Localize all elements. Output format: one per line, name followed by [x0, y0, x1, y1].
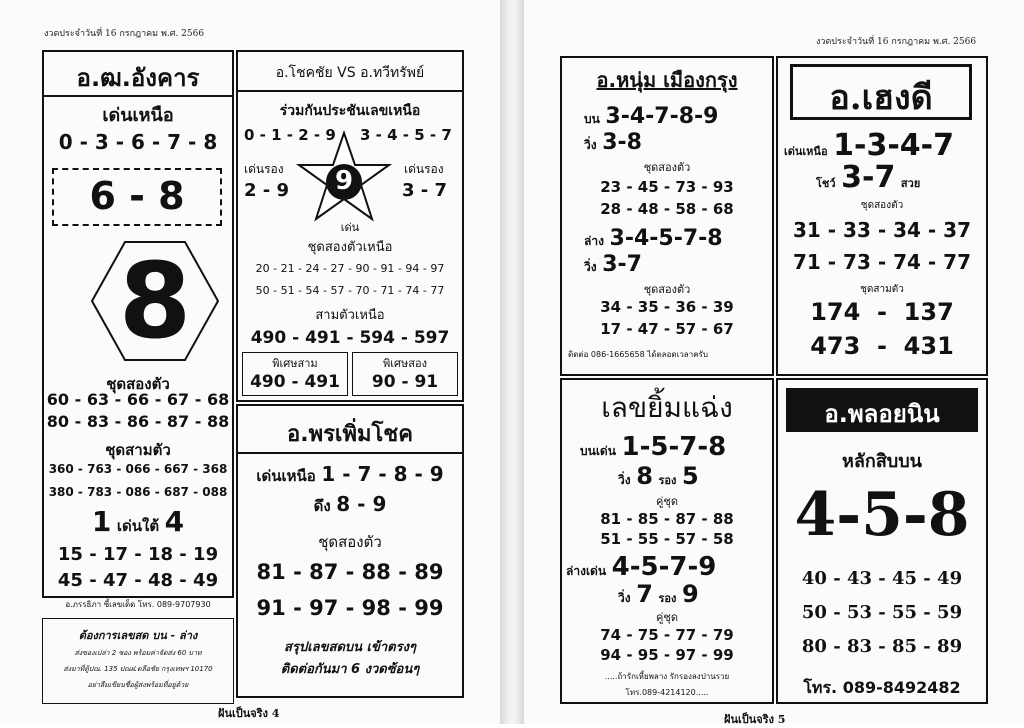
low-line — [566, 552, 716, 582]
low-run-line — [584, 252, 642, 277]
special2-label: พิเศษสอง — [383, 357, 427, 370]
two-digit-label: ชุดสองตัว — [106, 375, 170, 393]
boxed-pair: 6 - 8 — [89, 174, 185, 218]
contact-line: .....ถ้ารักเหี้ยพลาง รักรองลงปานรวย — [604, 672, 730, 681]
run-line — [584, 130, 642, 155]
low-line — [584, 226, 723, 251]
title-num-muangkrung: อ.หนุ่ม เมืองกรุง — [596, 68, 738, 92]
low-two-row: 17 - 47 - 57 - 67 — [600, 320, 734, 338]
joint-right: 3 - 4 - 5 - 7 — [360, 126, 452, 144]
lead-left-label: เด่นรอง — [244, 162, 284, 176]
contact-line: อ.ภรรธิภา ซี้เลขเด็ด โทร. 089-9707930 — [65, 600, 211, 609]
low-pair-label: คู่ชุด — [656, 611, 678, 624]
title-chokchai: อ.โชคชัย VS อ.ทวีทรัพย์ — [275, 65, 425, 81]
low-label: ล่าง — [584, 234, 604, 248]
lead-label: เด่นเหนือ — [784, 145, 828, 158]
show-line — [816, 160, 920, 195]
ad-title: ต้องการเลขสด บน - ล่าง — [78, 629, 198, 642]
three-digit-label: สามตัวเหนือ — [315, 308, 385, 323]
page-footer-left: ฝันเป็นจริง 4 — [218, 707, 280, 720]
lead-low-right: 4 — [164, 505, 185, 538]
number-row: 50 - 53 - 55 - 59 — [801, 602, 963, 623]
divider — [236, 452, 464, 454]
ad-line: ส่งซองเปล่า 2 ซอง พร้อมค่าจัดส่ง 60 บาท — [74, 649, 202, 657]
summary-line: ติดต่อกันมา 6 งวดซ้อนๆ — [280, 662, 420, 677]
low-numbers: 3-4-5-7-8 — [609, 226, 723, 251]
lead-label: เด่นเหนือ — [102, 105, 174, 126]
two-digit-row: 81 - 87 - 88 - 89 — [256, 560, 444, 584]
two-digit-row: 71 - 73 - 74 - 77 — [792, 250, 971, 274]
special3: 490 - 491 — [250, 372, 340, 392]
divider — [42, 95, 234, 97]
low-numbers: 4-5-7-9 — [611, 552, 717, 582]
low-run-sub: รอง — [658, 592, 677, 605]
three-digit-row: 473 - 431 — [810, 332, 954, 360]
left-page — [0, 0, 500, 724]
pair-row: 81 - 85 - 87 - 88 — [600, 510, 734, 528]
lead-left: 2 - 9 — [244, 180, 290, 201]
title-hengdee: อ.เฮงดี — [829, 78, 933, 118]
three-digit-label: ชุดสามตัว — [860, 284, 904, 295]
three-digit-row: 380 - 783 - 086 - 687 - 088 — [48, 485, 228, 499]
page-header-right: งวดประจำวันที่ 16 กรกฎาคม พ.ศ. 2566 — [816, 37, 977, 47]
three-digit-label: ชุดสามตัว — [105, 441, 171, 459]
summary-line: สรุปเลขสดบน เข้าตรงๆ — [284, 640, 416, 655]
two-digit-label: ชุดสองตัว — [643, 161, 691, 174]
low-run-label: วิ่ง — [618, 591, 631, 605]
low-label: ล่างเด่น — [566, 564, 607, 578]
top-numbers: 1-5-7-8 — [621, 432, 727, 462]
low-run-numbers: 3-7 — [602, 252, 642, 277]
star-digit: 9 — [334, 166, 354, 196]
right-page — [524, 0, 1024, 724]
title-ploynin: อ.พลอยนิน — [824, 400, 940, 428]
run-line — [618, 462, 699, 490]
title-phonphoem: อ.พรเพิ่มโชค — [287, 422, 413, 447]
top-label: บนเด่น — [580, 444, 616, 458]
ad-line: ส่งมาที่ตู้ปณ. 135 ปณฝ.ดลีอชัย กรุงเทพฯ 10170 — [63, 665, 213, 673]
low-run-label: วิ่ง — [584, 260, 597, 274]
low-pair-row: 74 - 75 - 77 - 79 — [600, 626, 734, 644]
joint-left: 0 - 1 - 2 - 9 — [244, 126, 336, 144]
top-line — [580, 432, 726, 462]
three-digit-row: 490 - 491 - 594 - 597 — [250, 328, 450, 348]
contact-line: โทร.089-4214120..... — [625, 688, 709, 697]
show-numbers: 3-7 — [841, 160, 896, 195]
pull-numbers: 8 - 9 — [336, 492, 387, 516]
run-numbers: 3-8 — [602, 130, 642, 155]
low-pair-row: 94 - 95 - 97 - 99 — [600, 646, 734, 664]
contact-line: โทร. 089-8492482 — [803, 678, 961, 697]
run-label: วิ่ง — [584, 138, 597, 152]
lead-numbers: 0 - 3 - 6 - 7 - 8 — [58, 130, 218, 154]
star-label: เด่น — [340, 221, 360, 234]
two-digit-row: 28 - 48 - 58 - 68 — [600, 200, 734, 218]
low-run-line — [618, 580, 699, 608]
lead-low-left: 1 — [91, 505, 112, 538]
pair-label: คู่ชุด — [656, 495, 678, 508]
three-digit-row: 174 - 137 — [810, 298, 954, 326]
show-label: โชว์ — [816, 177, 836, 190]
lead-numbers: 1 - 7 - 8 - 9 — [321, 462, 444, 486]
page-footer-right: ฝันเป็นจริง 5 — [724, 713, 786, 726]
lead-low-label: เด่นใต้ — [116, 517, 160, 535]
special2: 90 - 91 — [371, 372, 439, 392]
two-digit-row: 31 - 33 - 34 - 37 — [792, 218, 971, 242]
two-digit-row: 91 - 97 - 98 - 99 — [256, 596, 444, 620]
show-suffix: สวย — [900, 177, 921, 190]
contact-line: ติดต่อ 086-1665658 ได้ตลอดเวลาครับ — [568, 350, 708, 359]
title-yimchaeng: เลขยิ้มแฉ่ง — [601, 391, 733, 424]
pull-line — [236, 492, 464, 518]
lead-label: เด่นเหนือ — [256, 467, 316, 485]
lead-line — [784, 128, 954, 163]
two-digit-row: 20 - 21 - 24 - 27 - 90 - 91 - 94 - 97 — [255, 262, 445, 275]
pair-row: 51 - 55 - 57 - 58 — [600, 530, 734, 548]
two-digit-label: ชุดสองตัวเหนือ — [307, 240, 393, 255]
page-header-left: งวดประจำวันที่ 16 กรกฎาคม พ.ศ. 2566 — [44, 29, 205, 39]
low-row: 45 - 47 - 48 - 49 — [57, 570, 219, 591]
top-line — [584, 104, 718, 129]
special3-label: พิเศษสาม — [272, 357, 318, 370]
top-numbers: 3-4-7-8-9 — [605, 104, 719, 129]
run-label: วิ่ง — [618, 473, 631, 487]
two-digit-row: 60 - 63 - 66 - 67 - 68 — [46, 390, 230, 409]
low-run-left: 7 — [636, 580, 653, 608]
two-digit-label: ชุดสองตัว — [318, 533, 382, 551]
low-two-label: ชุดสองตัว — [643, 283, 691, 296]
big-numbers: 4-5-8 — [794, 480, 970, 550]
low-two-row: 34 - 35 - 36 - 39 — [600, 298, 734, 316]
low-run-right: 9 — [681, 580, 699, 608]
joint-label: ร่วมกันประชันเลขเหนือ — [279, 103, 421, 119]
divider — [236, 90, 464, 92]
run-left: 8 — [636, 462, 653, 490]
pull-label: ดึง — [313, 497, 331, 515]
three-digit-row: 360 - 763 - 066 - 667 - 368 — [48, 462, 228, 476]
lead-right: 3 - 7 — [402, 180, 448, 201]
run-right: 5 — [681, 462, 699, 490]
two-digit-row: 80 - 83 - 86 - 87 - 88 — [46, 412, 230, 431]
low-row: 15 - 17 - 18 - 19 — [57, 544, 219, 565]
binding-gutter — [500, 0, 524, 724]
big-digit: 8 — [118, 240, 192, 362]
lead-line — [236, 462, 464, 488]
two-digit-row: 23 - 45 - 73 - 93 — [600, 178, 734, 196]
number-row: 80 - 83 - 85 - 89 — [801, 636, 963, 657]
lead-numbers: 1-3-4-7 — [833, 128, 954, 163]
two-digit-label: ชุดสองตัว — [860, 200, 904, 211]
ad-line: อย่าลืมเขียนชื่อผู้ส่งพร้อมที่อยู่ด้วย — [87, 681, 189, 689]
subtitle: หลักสิบบน — [842, 451, 922, 472]
lead-right-label: เด่นรอง — [404, 162, 444, 176]
number-row: 40 - 43 - 45 - 49 — [801, 568, 963, 589]
run-sub: รอง — [658, 474, 677, 487]
title-angkhan: อ.ฒ.อังคาร — [76, 64, 200, 92]
two-digit-row: 50 - 51 - 54 - 57 - 70 - 71 - 74 - 77 — [255, 284, 445, 297]
lead-low-line — [42, 505, 234, 538]
top-label: บน — [584, 112, 600, 126]
